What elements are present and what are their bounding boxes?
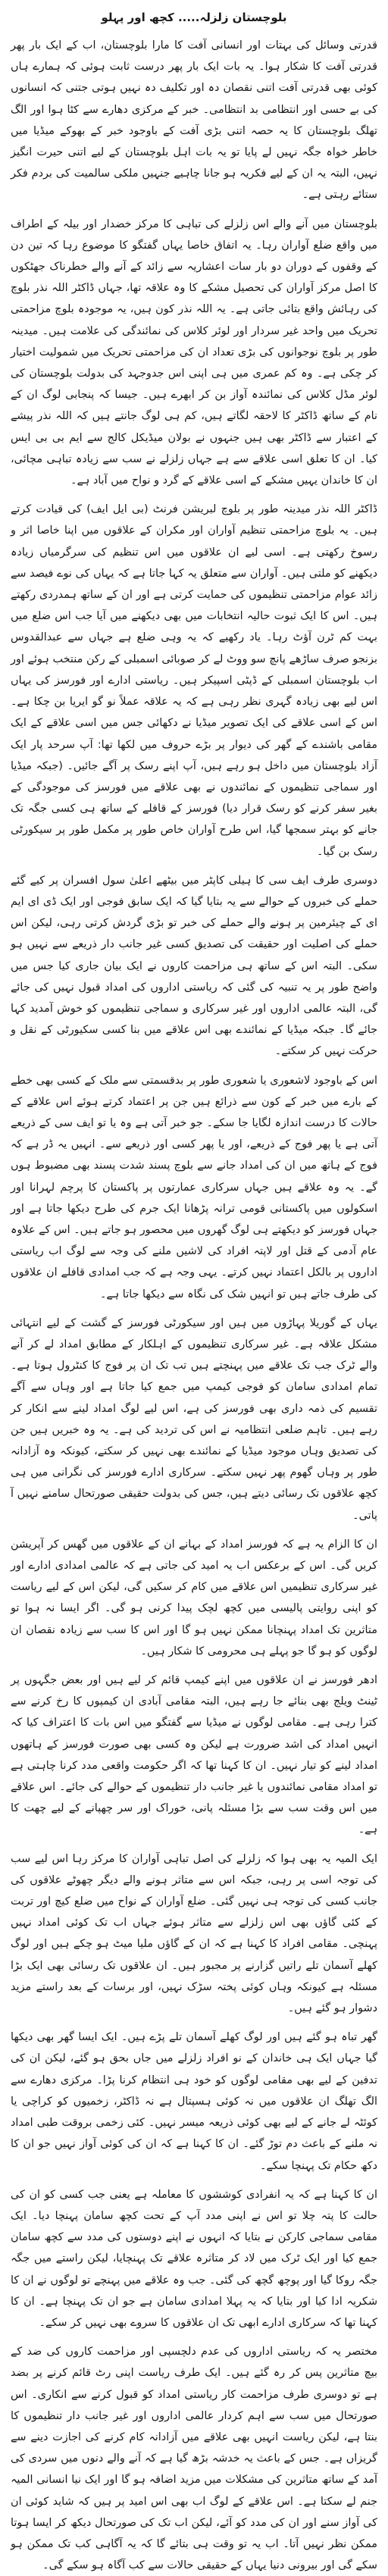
article-paragraph-5: اس کے باوجود لاشعوری یا شعوری طور پر بدقسمتی سے ملک کے کسی بھی خطے کے بارے میں خبر کے کون سے ذرائع ہیں جن پر اعتماد کرتے ہوئے اس علاقے کے حالات کا درست اندازہ لگایا جا سکے۔ جو خبر آتی ہے وہ یا تو ایف سی کے ذریعے آتی ہے یا پھر فوج کے ذریعے، اور یا پھر کسی اور ذریعے سے۔ انہیں یہ ڈر ہے کہ فوج کے ہاتھ میں ان کی امداد جانے سے بلوچ پسند شدت پسند بھی مضبوط ہوں گے۔ یہ وہ علاقے ہیں جہاں سرکاری عمارتوں پر پاکستان کا پرچم لہرانا اور اسکولوں میں پاکستانی قومی ترانہ پڑھانا ایک جرم کی طرح دیکھا جاتا ہے اور جہاں فورسز کو دیکھتے ہی لوگ گھروں میں محصور ہو جاتے ہیں۔ اس کے علاوہ عام آدمی کے قتل اور لاپتہ افراد کی لاشیں ملنے کی وجہ سے لوگ اب ریاستی اداروں پر بالکل اعتماد نہیں کرتے۔ یہی وجہ ہے کہ جب امدادی قافلے ان علاقوں کی طرف جاتے ہیں تو انہیں شک کی نگاہ سے دیکھا جاتا ہے۔ [11,1074,377,1301]
article-paragraph-2: بلوچستان میں آنے والے اس زلزلے کی تباہی کا مرکز خضدار اور بیلہ کے اطراف میں واقع ضلع آواران رہا۔ یہ اتفاق خاصا یہاں گفتگو کا موضوع رہا کہ تین دن کے وقفوں کے دوران دو بار سات اعشاریہ سے زائد کے آنے والے خطرناک جھٹکوں کا اصل مرکز آواران کی تحصیل مشکے کا وہ علاقہ تھا، جہاں ڈاکٹر اللہ نذر بلوچ کی رہائش واقع بتائی جاتی ہے۔ یہ اللہ نذر کون ہیں، یہ موجودہ بلوچ مزاحمتی تحریک میں واحد غیر سردار اور لوئر کلاس کی نمائندگی کی علامت ہیں۔ میدینہ طور پر بلوچ نوجوانوں کی بڑی تعداد ان کی مزاحمتی تحریک میں شمولیت اختیار کر چکی ہے۔ وہ کم عمری میں ہی اپنی اس جدوجہد کی بدولت بلوچستان کی لوئر مڈل کلاس کی نمائندہ آواز بن کر ابھرے ہیں۔ جیسا کہ پنجابی لوگ ان کے نام کے ساتھ ڈاکٹر کا لاحقہ لگاتے ہیں، کم ہی لوگ جانتے ہیں کہ اللہ نذر پیشے کے اعتبار سے ڈاکٹر بھی ہیں جنہوں نے بولان میڈیکل کالج سے ایم بی بی ایس کیا۔ ان کا تعلق اسی علاقے سے ہے جہاں زلزلے نے سب سے زیادہ تباہی مچائی، ان کا خاندان یہیں مشکے کے اسی علاقے کے گرد و نواح میں آباد ہے۔ [11,218,377,487]
article-headline: بلوچستان زلزلہ..... کچھ اور پہلو [101,11,287,24]
article-paragraph-8: ادھر فورسز نے ان علاقوں میں اپنے کیمپ قائم کر لیے ہیں اور بعض جگہوں پر ٹینٹ ویلج بھی بنائے جا رہے ہیں، البتہ مقامی آبادی ان کیمپوں کا رخ کرنے سے کترا رہی ہے۔ مقامی لوگوں نے میڈیا سے گفتگو میں اس بات کا اعتراف کیا کہ انہیں امداد کی اشد ضرورت ہے لیکن وہ کسی بھی صورت فورسز کے ہاتھوں امداد لینے کو تیار نہیں۔ ان کا کہنا تھا کہ اگر حکومت واقعی مدد کرنا چاہتی ہے تو امداد مقامی نمائندوں یا غیر جانب دار تنظیموں کے حوالے کی جائے۔ اس علاقے میں اس وقت سب سے بڑا مسئلہ پانی، خوراک اور سر چھپانے کے لیے چھت کا ہے۔ [11,1674,377,1836]
article-paragraph-7: ان کا الزام یہ ہے کہ فورسز امداد کے بہانے ان کے علاقوں میں گھس کر آپریشن کریں گی۔ اس کے برعکس اب یہ امید کی جاتی ہے کہ عالمی امدادی ادارے اور غیر سرکاری تنظیمیں اس علاقے میں کام کر سکیں گی، لیکن اس کے لیے ریاست کو اپنی روایتی پالیسی میں کچھ لچک پیدا کرنی ہو گی۔ اگر ایسا نہ ہوا تو متاثرین تک امداد پہنچانا ممکن نہیں ہو گا اور اس کا سب سے زیادہ نقصان ان لوگوں کو ہو گا جو پہلے ہی محرومی کا شکار ہیں۔ [11,1538,377,1657]
article-paragraph-10: گھر تباہ ہو گئے ہیں اور لوگ کھلے آسمان تلے پڑے ہیں۔ ایک ایسا گھر بھی دیکھا گیا جہاں ایک ہی خاندان کے نو افراد زلزلے میں جاں بحق ہو گئے، لیکن ان کی تدفین کے لیے بھی مقامی لوگوں کو خود ہی انتظام کرنا پڑا۔ مرکزی دھارے سے الگ تھلگ ان علاقوں میں نہ کوئی ہسپتال ہے نہ ڈاکٹر، زخمیوں کو کراچی یا کوئٹہ لے جانے کے لیے بھی کوئی ذریعہ میسر نہیں۔ کئی زخمی بروقت طبی امداد نہ ملنے کے باعث دم توڑ گئے۔ ان کا کہنا ہے کہ ان کی کوئی آواز نہیں جو ان کا دکھ حکام تک پہنچا سکے۔ [11,2031,377,2172]
article-paragraph-4: دوسری طرف ایف سی کا ہیلی کاپٹر میں بیٹھے اعلیٰ سول افسران پر کیے گئے حملے کی خبروں کے حوالے سے یہ بتایا گیا کہ ایک سابق فوجی اور ایک ڈی ای ایم ای کے چیئرمین پر ہونے والے حملے کی خبر تو بڑی گردش کرتی رہی، لیکن اس حملے کی اصلیت اور حقیقت کی تصدیق کسی غیر جانب دار ذریعے سے نہیں ہو سکی۔ البتہ اس کے ساتھ ہی مزاحمت کاروں نے ایک بیان جاری کیا جس میں واضح طور پر یہ تنبیہ کی گئی کہ ریاستی اداروں کی امداد قبول نہیں کی جائے گی، البتہ عالمی اداروں اور غیر سرکاری و سماجی تنظیموں کو خوش آمدید کہا جائے گا۔ جبکہ میڈیا کے نمائندے بھی اس علاقے میں بنا کسی سکیورٹی کے نقل و حرکت نہیں کر سکتے۔ [11,874,377,1058]
article-paragraph-11: ان کا کہنا ہے کہ یہ انفرادی کوششوں کا معاملہ ہے یعنی جب کسی کو ان کی حالت کا پتہ چلا تو اس نے اپنی مدد آپ کے تحت کچھ سامان پہنچا دیا۔ ایک مقامی سماجی کارکن نے بتایا کہ انہوں نے اپنے دوستوں کی مدد سے کچھ سامان جمع کیا اور ایک ٹرک میں لاد کر متاثرہ علاقے تک پہنچایا، لیکن راستے میں جگہ جگہ روکا گیا اور پوچھ گچھ کی گئی۔ جب وہ علاقے میں پہنچے تو لوگوں نے ان کا شکریہ ادا کیا اور بتایا کہ یہ پہلا امدادی سامان ہے جو ان تک پہنچا ہے۔ ان کا کہنا تھا کہ سرکاری ادارے ابھی تک ان علاقوں کا سروے بھی نہیں کر سکے۔ [11,2188,377,2329]
article-paragraph-6: یہاں کے گوریلا پہاڑوں میں ہیں اور سیکورٹی فورسز کے گشت کے لیے انتہائی مشکل علاقہ ہے۔ غیر سرکاری تنظیموں کے اہلکار کے مطابق امداد لے کر آنے والے ٹرک جب تک علاقے میں پہنچتے ہیں تب تک ان پر فوج کا کنٹرول ہوتا ہے۔ تمام امدادی سامان کو فوجی کیمپ میں جمع کیا جاتا ہے اور وہاں سے آگے تقسیم کی ذمہ داری بھی فورسز کی ہے، اس لیے لوگ امداد لینے سے انکار کر رہے ہیں۔ تاہم ضلعی انتظامیہ نے اس کی تردید کی ہے۔ یہ وہ خبریں ہیں جن کی تصدیق وہاں موجود میڈیا کے نمائندے بھی نہیں کر سکتے، کیونکہ وہ آزادانہ طور پر وہاں گھوم پھر نہیں سکتے۔ سرکاری ادارے فورسز کی نگرانی میں ہی کچھ علاقوں تک رسائی دیتے ہیں، جس کی بدولت حقیقی صورتحال سامنے نہیں آ پاتی۔ [11,1316,377,1522]
article-paragraph-12: مختصر یہ کہ ریاستی اداروں کی عدم دلچسپی اور مزاحمت کاروں کی ضد کے بیچ متاثرین پس کر رہ گئے ہیں۔ ایک طرف ریاست اپنی رٹ قائم کرنے پر بضد ہے تو دوسری طرف مزاحمت کار ریاستی امداد کو قبول کرنے سے انکاری۔ اس صورتحال میں سب سے اہم کردار عالمی اداروں اور غیر جانب دار تنظیموں کا بنتا ہے، لیکن ریاست انہیں بھی علاقے میں آزادانہ کام کرنے کی اجازت دینے سے گریزاں ہے۔ جس کے باعث یہ خدشہ بڑھ گیا ہے کہ آنے والے دنوں میں سردی کی آمد کے ساتھ متاثرین کی مشکلات میں مزید اضافہ ہو گا اور ایک نیا انسانی المیہ جنم لے سکتا ہے۔ اس علاقے کے لوگ اب بھی اس امید پر ہیں کہ شاید کوئی ان کی آواز سنے اور ان کی مدد کو آئے، لیکن اب تک کی صورتحال دیکھ کر ایسا ہوتا ممکن نظر نہیں آتا۔ اب یہ تو وقت ہی بتائے گا کہ یہ آگاہی کب تک ممکن ہو سکے گی اور بیرونی دنیا یہاں کے حقیقی حالات سے کب آگاہ ہو سکے گی۔ [11,2346,377,2572]
article-paragraph-3: ڈاکٹر اللہ نذر میدینہ طور پر بلوچ لبریشن فرنٹ (بی ایل ایف) کی قیادت کرتے ہیں۔ یہ بلوچ مزاحمتی تنظیم آواران اور مکران کے علاقوں میں اپنا خاصا اثر و رسوخ رکھتی ہے۔ اسی لیے ان علاقوں میں اس تنظیم کی سرگرمیاں زیادہ دیکھنے کو ملتی ہیں۔ آواران سے متعلق یہ کہا جاتا ہے کہ یہاں کی نوے فیصد سے زائد عوام مزاحمتی تنظیموں کی حمایت کرتی ہے اور ان کے ساتھ ہمدردی رکھتے ہیں۔ اس کا ایک ثبوت حالیہ انتخابات میں بھی دیکھنے میں آیا جب اس ضلع میں بہت کم ٹرن آؤٹ رہا۔ یاد رکھیے کہ یہ وہی ضلع ہے جہاں سے عبدالقدوس بزنجو صرف ساڑھے پانچ سو ووٹ لے کر صوبائی اسمبلی کے رکن منتخب ہوئے اور اب بلوچستان اسمبلی کے ڈپٹی اسپیکر ہیں۔ ریاستی ادارے اور فورسز کی یہاں اس لیے بھی زیادہ گہری نظر رہی ہے کہ یہ علاقہ عملاً نو گو ایریا بن چکا ہے۔ اس کے اسی علاقے کی ایک تصویر میڈیا نے دکھائی جس میں اسی علاقے کے ایک مقامی باشندے کے گھر کی دیوار پر بڑے حروف میں لکھا تھا: آپ سرحد پار ایک آزاد بلوچستان میں داخل ہو رہے ہیں، آپ اپنے رسک پر آگے جائیں۔ (جبکہ میڈیا اور سماجی تنظیموں کے نمائندوں نے بھی علاقے میں فورسز کی موجودگی کے بغیر سفر کرنے کو رسک قرار دیا) فورسز کے قافلے کے ساتھ ہی کسی جگہ تک جانے کو بہتر سمجھا گیا، اس طرح آواران خاص طور پر مکمل طور پر سیکورٹی رسک بن گیا۔ [11,503,377,858]
article-body [11,35,377,2576]
article-paragraph-1: قدرتی وسائل کی بہتات اور انسانی آفت کا مارا بلوچستان، اب کے ایک بار پھر قدرتی آفت کا شکار ہوا۔ یہ بات ایک بار پھر درست ثابت ہوئی کہ ہمارے ہاں کوئی بھی قدرتی آفت اتنی نقصان دہ اور تکلیف دہ نہیں ہوتی جتنی کہ انسانوں کی بے حسی اور انتظامی بد انتظامی۔ خبر کے مرکزی دھارے سے کٹا ہوا اور الگ تھلگ بلوچستان کا یہ حصہ اتنی بڑی آفت کے باوجود خبر کے بھوکے میڈیا میں خاطر خواہ جگہ نہیں لے پایا تو یہ بات اہل بلوچستان کے لیے اتنی حیرت انگیز نہیں، البتہ یہ ان کے لیے فکریہ ہو جانا چاہیے جنہیں ملکی سالمیت کی بردم فکر ستائے رہتی ہے۔ [11,39,377,202]
article-paragraph-9: ایک المیہ یہ بھی ہوا کہ زلزلے کی اصل تباہی آواران کا مرکز رہا اس لیے سب کی توجہ اسی پر رہی، جبکہ اس سے متاثر ہونے والے دیگر چھوٹے علاقوں کی جانب کسی کی توجہ ہی نہیں گئی۔ ضلع آواران کے نواح میں ضلع کیچ اور تربت کے کئی گاؤں بھی اس زلزلے سے متاثر ہوئے جہاں اب تک کوئی امداد نہیں پہنچی۔ مقامی افراد کا کہنا ہے کہ ان کے گاؤں ملیا میٹ ہو چکے ہیں اور لوگ کھلے آسمان تلے راتیں گزارنے پر مجبور ہیں۔ ان علاقوں تک رسائی بھی ایک بڑا مسئلہ ہے کیونکہ وہاں کوئی پختہ سڑک نہیں، اور برسات کے بعد راستے مزید دشوار ہو گئے ہیں۔ [11,1852,377,2015]
